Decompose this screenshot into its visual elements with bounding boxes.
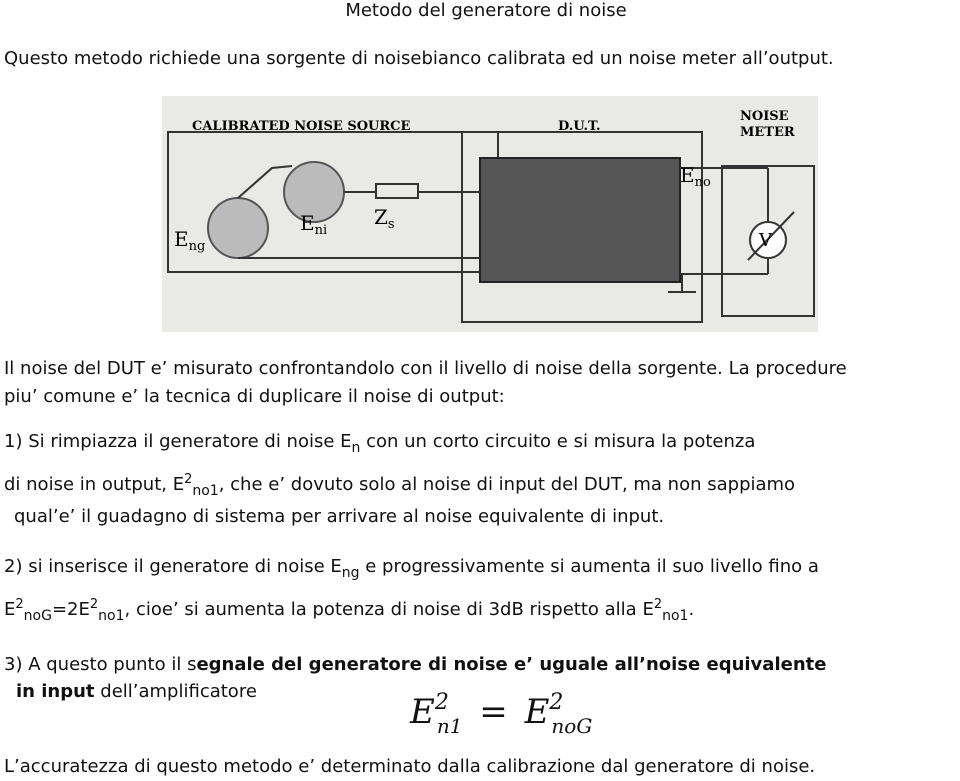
eno-label: $E_{no}$: [680, 163, 711, 190]
equation: $E^2_{n1} = E^2_{noG}$: [410, 690, 593, 738]
meter-box-label-1: NOISE: [740, 109, 789, 124]
step1-line1: 1) Si rimpiazza il generatore di noise $E_n$ con un corto circuito e si misura la potenza: [4, 431, 756, 456]
step3-line1: 3) A questo punto il segnale del generatore di noise e’ uguale all’noise equivalente: [4, 654, 827, 675]
page-title: Metodo del generatore di noise: [345, 0, 627, 21]
meter-box-label-2: METER: [740, 125, 795, 140]
step1-line2: di noise in output, $E^2_{no1}$, che e’ dovuto solo al noise di input del DUT, ma non sappiamo: [4, 472, 796, 499]
amplifier-block: [480, 158, 680, 282]
eng-generator: [208, 198, 268, 258]
eng-label: $E_{ng}$: [174, 227, 206, 254]
circuit-diagram: [162, 96, 818, 332]
eni-label: $E_{ni}$: [300, 211, 328, 238]
para1-line1: Il noise del DUT e’ misurato confrontandolo con il livello di noise della sorgente. La procedure: [4, 358, 847, 379]
para1-line2: piu’ comune e’ la tecnica di duplicare il noise di output:: [4, 386, 505, 407]
dut-box-label: D.U.T.: [558, 119, 601, 134]
step2-line2: $E^2_{noG}=2E^2_{no1}$, cioe’ si aumenta la potenza di noise di 3dB rispetto alla $E^2_{no1}$.: [4, 597, 695, 624]
meter-label: V: [759, 230, 772, 251]
circuit-figure: [162, 96, 818, 332]
zs-resistor: [376, 184, 418, 198]
source-box-label: CALIBRATED NOISE SOURCE: [192, 119, 411, 134]
step3-line2: in input dell’amplificatore: [16, 681, 257, 702]
step2-line1: 2) si inserisce il generatore di noise $E_{ng}$ e progressivamente si aumenta il suo livello fino a: [4, 556, 819, 581]
footer-text: L’accuratezza di questo metodo e’ determinato dalla calibrazione dal generatore di noise.: [4, 756, 816, 777]
zs-label: $Z_s$: [374, 205, 395, 232]
step1-line3: qual’e’ il guadagno di sistema per arrivare al noise equivalente di input.: [14, 506, 665, 527]
intro-text: Questo metodo richiede una sorgente di noisebianco calibrata ed un noise meter all’output.: [4, 48, 834, 69]
